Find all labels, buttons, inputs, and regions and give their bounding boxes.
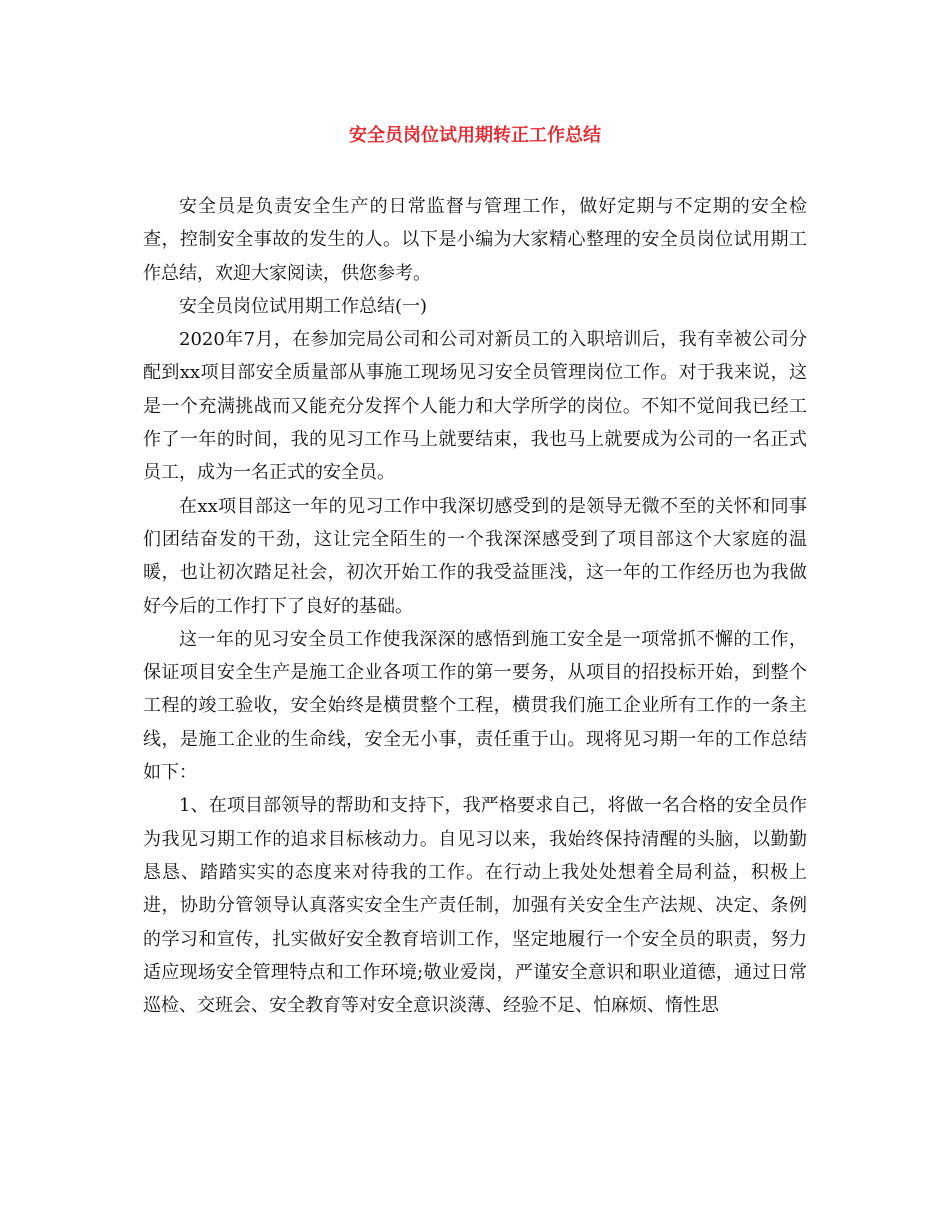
paragraph-project-year: 在xx项目部这一年的见习工作中我深切感受到的是领导无微不至的关怀和同事们团结奋发的干劲，这让完全陌生的一个我深深感受到了项目部这个大家庭的温暖，也让初次踏足社会，初次开始工作的我受益匪浅，这一年的工作经历也为我做好今后的工作打下了良好的基础。 xyxy=(143,495,807,617)
paragraph-2020-july: 2020年7月，在参加完局公司和公司对新员工的入职培训后，我有幸被公司分配到xx项目部安全质量部从事施工现场见习安全员管理岗位工作。对于我来说，这是一个充满挑战而又能充分发挥个人能力和大学所学的岗位。不知不觉间我已经工作了一年的时间，我的见习工作马上就要结束，我也马上就要成为公司的一名正式员工，成为一名正式的安全员。 xyxy=(143,329,807,484)
document-title: 安全员岗位试用期转正工作总结 xyxy=(349,125,601,146)
paragraph-section-heading: 安全员岗位试用期工作总结(一) xyxy=(179,295,428,317)
document-body xyxy=(143,190,807,1022)
paragraph-item-1: 1、在项目部领导的帮助和支持下，我严格要求自己，将做一名合格的安全员作为我见习期工作的追求目标核动力。自见习以来，我始终保持清醒的头脑，以勤勤恳恳、踏踏实实的态度来对待我的工作。在行动上我处处想着全局利益，积极上进，协助分管领导认真落实安全生产责任制，加强有关安全生产法规、决定、条例的学习和宣传，扎实做好安全教育培训工作，坚定地履行一个安全员的职责，努力适应现场安全管理特点和工作环境;敬业爱岗，严谨安全意识和职业道德，通过日常巡检、交班会、安全教育等对安全意识淡薄、经验不足、怕麻烦、惰性思 xyxy=(143,795,807,1017)
paragraph-safety-insight: 这一年的见习安全员工作使我深深的感悟到施工安全是一项常抓不懈的工作，保证项目安全生产是施工企业各项工作的第一要务，从项目的招投标开始，到整个工程的竣工验收，安全始终是横贯整个工程，横贯我们施工企业所有工作的一条主线，是施工企业的生命线，安全无小事，责任重于山。现将见习期一年的工作总结如下： xyxy=(143,628,807,784)
paragraph-intro: 安全员是负责安全生产的日常监督与管理工作，做好定期与不定期的安全检查，控制安全事故的发生的人。以下是小编为大家精心整理的安全员岗位试用期工作总结，欢迎大家阅读，供您参考。 xyxy=(143,196,807,284)
